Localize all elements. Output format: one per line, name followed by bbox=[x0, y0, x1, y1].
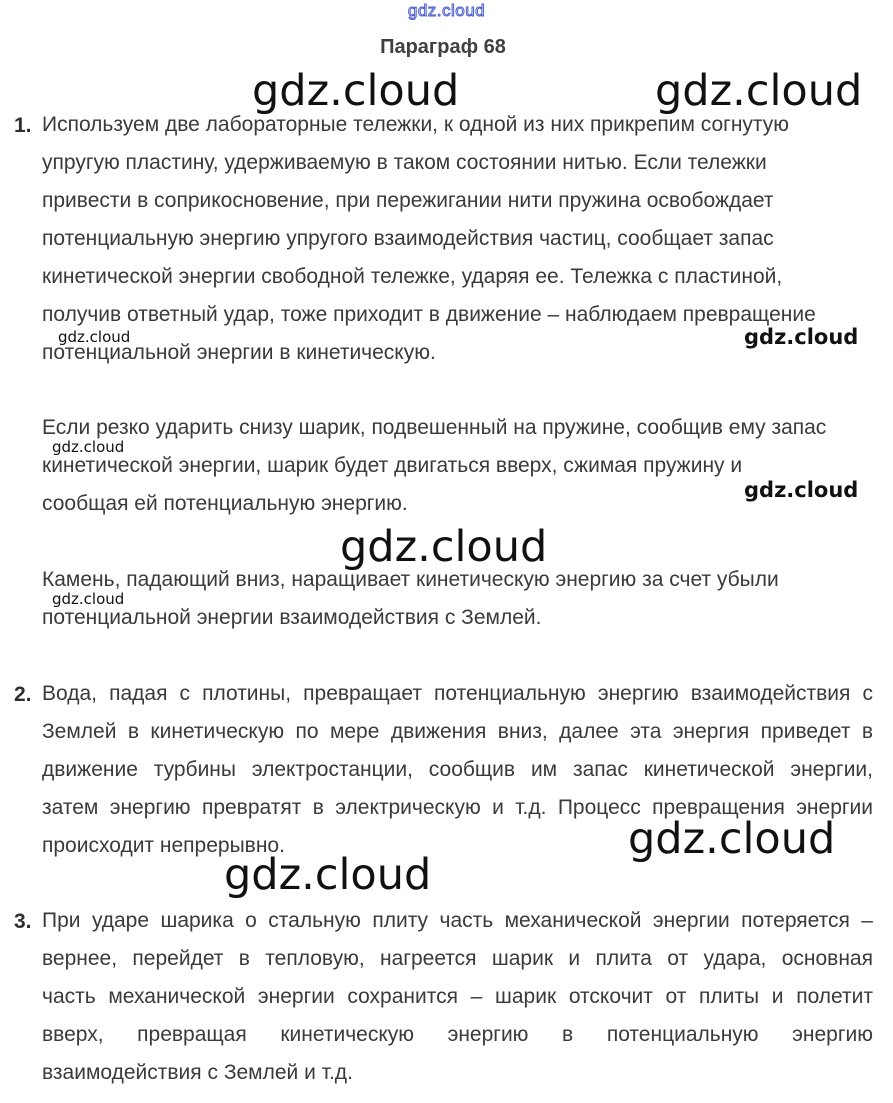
watermark: gdz.cloud bbox=[340, 522, 548, 572]
text-line: затем энергию превратят в электрическую и т.д. Процесс превращения энергии bbox=[42, 796, 873, 819]
watermark: gdz.cloud bbox=[224, 850, 432, 900]
text-line: движение турбины электростанции, сообщив им запас кинетической энергии, bbox=[42, 758, 873, 781]
watermark: gdz.cloud bbox=[744, 325, 859, 349]
text-line: Вода, падая с плотины, превращает потенциальную энергию взаимодействия с bbox=[42, 682, 873, 705]
text-line: вверх, превращая кинетическую энергию в потенциальную энергию bbox=[42, 1023, 873, 1046]
text-line: привести в соприкосновение, при пережигании нити пружина освобождает bbox=[42, 189, 774, 212]
answer-number: 2. bbox=[14, 683, 32, 706]
text-line: получив ответный удар, тоже приходит в движение – наблюдаем превращение bbox=[42, 303, 816, 326]
watermark: gdz.cloud bbox=[252, 66, 460, 116]
answer-number: 1. bbox=[14, 114, 32, 137]
text-line: потенциальной энергии в кинетическую. bbox=[42, 341, 436, 364]
text-line: происходит непрерывно. bbox=[42, 834, 285, 857]
text-line: Используем две лабораторные тележки, к одной из них прикрепим согнутую bbox=[42, 113, 790, 136]
text-line: часть механической энергии сохранится – шарик отскочит от плиты и полетит bbox=[42, 985, 873, 1008]
text-line: потенциальную энергию упругого взаимодействия частиц, сообщает запас bbox=[42, 227, 774, 250]
watermark: gdz.cloud bbox=[52, 590, 125, 608]
watermark: gdz.cloud bbox=[744, 478, 859, 502]
top-watermark: gdz.cloud bbox=[407, 1, 486, 20]
answer-1-paragraph-2 bbox=[42, 409, 873, 523]
text-line: кинетической энергии свободной тележке, ударяя ее. Тележка с пластиной, bbox=[42, 265, 783, 288]
text-line: упругую пластину, удерживаемую в таком состоянии нитью. Если тележки bbox=[42, 151, 767, 174]
text-line: потенциальной энергии взаимодействия с Землей. bbox=[42, 606, 542, 629]
watermark: gdz.cloud bbox=[58, 328, 131, 346]
answer-1-paragraph-3 bbox=[42, 561, 873, 637]
text-line: Камень, падающий вниз, наращивает кинетическую энергию за счет убыли bbox=[42, 568, 779, 591]
text-line: вернее, перейдет в тепловую, нагреется шарик и плита от удара, основная bbox=[42, 947, 873, 970]
text-line: Если резко ударить снизу шарик, подвешенный на пружине, сообщив ему запас bbox=[42, 416, 827, 439]
page-title: Параграф 68 bbox=[380, 36, 506, 58]
watermark: gdz.cloud bbox=[628, 814, 836, 864]
text-line: При ударе шарика о стальную плиту часть механической энергии потеряется – bbox=[42, 909, 873, 932]
text-line: кинетической энергии, шарик будет двигаться вверх, сжимая пружину и bbox=[42, 454, 743, 477]
answer-3-paragraph-1 bbox=[42, 902, 873, 1092]
text-line: Землей в кинетическую по мере движения вниз, далее эта энергия приведет в bbox=[42, 720, 873, 743]
text-line: сообщая ей потенциальную энергию. bbox=[42, 492, 408, 515]
watermark: gdz.cloud bbox=[52, 438, 125, 456]
watermark: gdz.cloud bbox=[655, 66, 863, 116]
answer-number: 3. bbox=[14, 910, 32, 933]
text-line: взаимодействия с Землей и т.д. bbox=[42, 1061, 353, 1084]
